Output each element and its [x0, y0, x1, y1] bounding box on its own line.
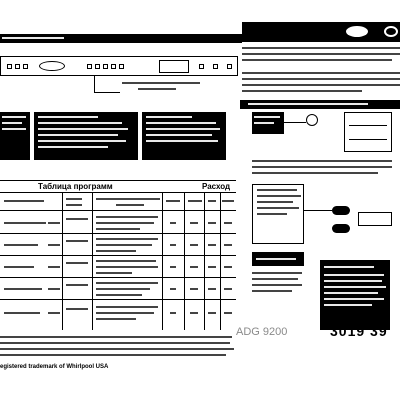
info-box-text-placeholder — [324, 274, 384, 276]
column-header-placeholder — [116, 204, 144, 206]
table-row — [0, 256, 236, 278]
digital-display — [358, 212, 392, 226]
info-box — [0, 112, 30, 160]
cell-placeholder — [96, 312, 154, 314]
cell-placeholder — [224, 244, 232, 246]
column-header-placeholder — [4, 200, 44, 202]
info-box-text-placeholder — [254, 122, 274, 124]
info-box — [252, 112, 284, 134]
info-box-text-placeholder — [38, 134, 118, 136]
column-header-placeholder — [96, 198, 160, 200]
info-box-text-placeholder — [146, 122, 216, 124]
cell-placeholder — [170, 266, 176, 268]
cell-placeholder — [96, 250, 136, 252]
cell-placeholder — [66, 308, 88, 310]
intro-text-placeholder — [242, 53, 400, 55]
cell-placeholder — [190, 222, 198, 224]
info-box-text-placeholder — [256, 258, 296, 260]
panel-button — [119, 64, 124, 69]
cell-placeholder — [224, 312, 232, 314]
cell-placeholder — [208, 222, 216, 224]
callout-text-placeholder — [252, 272, 302, 274]
trademark-notice: egistered trademark of Whirlpool USA — [0, 364, 109, 370]
column-header-placeholder — [66, 198, 82, 200]
cell-placeholder — [96, 294, 142, 296]
table-column-rule — [0, 210, 236, 211]
panel-button — [213, 64, 218, 69]
callout-text-placeholder — [252, 290, 292, 292]
cell-placeholder — [66, 284, 88, 286]
intro-text-placeholder — [242, 78, 400, 80]
document-code: 3019 39 — [330, 323, 388, 339]
cell-placeholder — [208, 288, 216, 290]
model-number: ADG 9200 — [236, 326, 288, 338]
panel-button — [87, 64, 92, 69]
cell-placeholder — [224, 266, 232, 268]
panel-button — [111, 64, 116, 69]
section-header-placeholder — [248, 103, 368, 105]
info-box-text-placeholder — [324, 298, 384, 300]
info-box-text-placeholder — [146, 128, 220, 130]
cell-placeholder — [190, 266, 198, 268]
callout-box — [252, 184, 304, 244]
program-table-title: Таблица программ — [38, 182, 113, 191]
cell-placeholder — [4, 244, 38, 246]
dishwasher-caption-placeholder — [252, 172, 378, 174]
panel-caption-placeholder — [138, 88, 176, 90]
table-row — [0, 278, 236, 300]
cell-placeholder — [48, 266, 60, 268]
callout-text-placeholder — [257, 201, 293, 203]
intro-text-placeholder — [242, 59, 392, 61]
info-box — [252, 252, 304, 266]
panel-display — [159, 60, 189, 73]
cell-placeholder — [96, 216, 158, 218]
cell-placeholder — [66, 218, 88, 220]
intro-text-placeholder — [242, 90, 362, 92]
callout-text-placeholder — [252, 278, 298, 280]
cell-placeholder — [4, 288, 42, 290]
info-box-text-placeholder — [146, 140, 218, 142]
cell-placeholder — [96, 282, 158, 284]
callout-text-placeholder — [257, 213, 287, 215]
info-box-text-placeholder — [146, 116, 192, 118]
cell-placeholder — [96, 318, 136, 320]
info-box — [320, 260, 390, 330]
panel-button — [23, 64, 28, 69]
panel-button — [103, 64, 108, 69]
callout-line — [304, 210, 332, 211]
footnote-placeholder — [0, 342, 230, 344]
control-panel-diagram — [0, 56, 238, 76]
footnote-placeholder — [0, 354, 226, 356]
cell-placeholder — [190, 312, 198, 314]
cell-placeholder — [96, 272, 132, 274]
panel-button — [199, 64, 204, 69]
info-box-text-placeholder — [324, 292, 378, 294]
table-row — [0, 234, 236, 256]
cell-placeholder — [170, 312, 176, 314]
cell-placeholder — [96, 288, 150, 290]
cell-placeholder — [224, 222, 232, 224]
footnote-placeholder — [0, 336, 232, 338]
cell-placeholder — [170, 222, 176, 224]
cell-placeholder — [48, 312, 60, 314]
panel-button — [7, 64, 12, 69]
info-box-text-placeholder — [2, 122, 22, 124]
info-box-text-placeholder — [38, 122, 122, 124]
cell-placeholder — [190, 244, 198, 246]
cell-placeholder — [66, 240, 88, 242]
intro-text-placeholder — [242, 84, 400, 86]
table-row — [0, 212, 236, 234]
header-title-placeholder — [2, 37, 64, 39]
cell-placeholder — [208, 266, 216, 268]
info-box-text-placeholder — [324, 304, 372, 306]
column-header-placeholder — [66, 204, 82, 206]
info-box-text-placeholder — [324, 266, 374, 268]
cell-placeholder — [224, 288, 232, 290]
detergent-icon — [306, 114, 318, 126]
callout-line — [284, 122, 306, 123]
dishwasher-illustration — [344, 112, 392, 152]
info-box-text-placeholder — [38, 140, 126, 142]
cell-placeholder — [96, 260, 156, 262]
panel-button — [15, 64, 20, 69]
cell-placeholder — [4, 266, 34, 268]
info-box-text-placeholder — [146, 134, 212, 136]
callout-text-placeholder — [252, 284, 302, 286]
cell-placeholder — [48, 288, 60, 290]
brand-logo — [346, 26, 368, 37]
info-box-text-placeholder — [38, 128, 128, 130]
cell-placeholder — [96, 266, 158, 268]
callout-text-placeholder — [257, 207, 299, 209]
dishwasher-caption-placeholder — [252, 160, 392, 162]
cell-placeholder — [66, 262, 88, 264]
cell-placeholder — [190, 288, 198, 290]
intro-text-placeholder — [242, 72, 400, 74]
info-box-text-placeholder — [324, 280, 382, 282]
cell-placeholder — [208, 244, 216, 246]
cell-placeholder — [96, 238, 158, 240]
consumption-header: Расход — [202, 182, 231, 191]
panel-button — [227, 64, 232, 69]
panel-caption-placeholder — [122, 82, 200, 84]
table-header-rule — [0, 192, 236, 193]
table-row — [0, 300, 236, 328]
panel-brand-logo — [39, 61, 65, 71]
cell-placeholder — [48, 244, 60, 246]
column-header-placeholder — [188, 200, 202, 202]
info-box-text-placeholder — [324, 286, 386, 288]
cell-placeholder — [4, 312, 40, 314]
info-box — [142, 112, 226, 160]
cell-placeholder — [48, 222, 60, 224]
dishwasher-caption-placeholder — [252, 166, 392, 168]
info-box-text-placeholder — [2, 116, 26, 118]
cell-placeholder — [4, 222, 46, 224]
cell-placeholder — [96, 228, 140, 230]
panel-button — [95, 64, 100, 69]
brand-logo-mark — [384, 26, 398, 37]
display-indicator — [332, 206, 350, 215]
column-header-placeholder — [208, 200, 216, 202]
cell-placeholder — [170, 244, 176, 246]
header-right-bar — [242, 22, 400, 42]
info-box-text-placeholder — [38, 146, 108, 148]
callout-text-placeholder — [257, 195, 301, 197]
cell-placeholder — [96, 222, 154, 224]
dishwasher-rack — [349, 139, 387, 140]
column-header-placeholder — [222, 200, 234, 202]
cell-placeholder — [170, 288, 176, 290]
info-box-text-placeholder — [38, 116, 98, 118]
info-box-text-placeholder — [2, 128, 26, 130]
display-indicator — [332, 224, 350, 233]
callout-line — [94, 76, 95, 92]
cell-placeholder — [96, 244, 152, 246]
dishwasher-rack — [349, 125, 387, 126]
footnote-placeholder — [0, 348, 234, 350]
cell-placeholder — [96, 306, 158, 308]
intro-text-placeholder — [242, 47, 400, 49]
callout-text-placeholder — [257, 189, 297, 191]
info-box — [34, 112, 138, 160]
info-box-text-placeholder — [254, 116, 280, 118]
callout-line — [94, 92, 120, 93]
cell-placeholder — [208, 312, 216, 314]
column-header-placeholder — [166, 200, 180, 202]
